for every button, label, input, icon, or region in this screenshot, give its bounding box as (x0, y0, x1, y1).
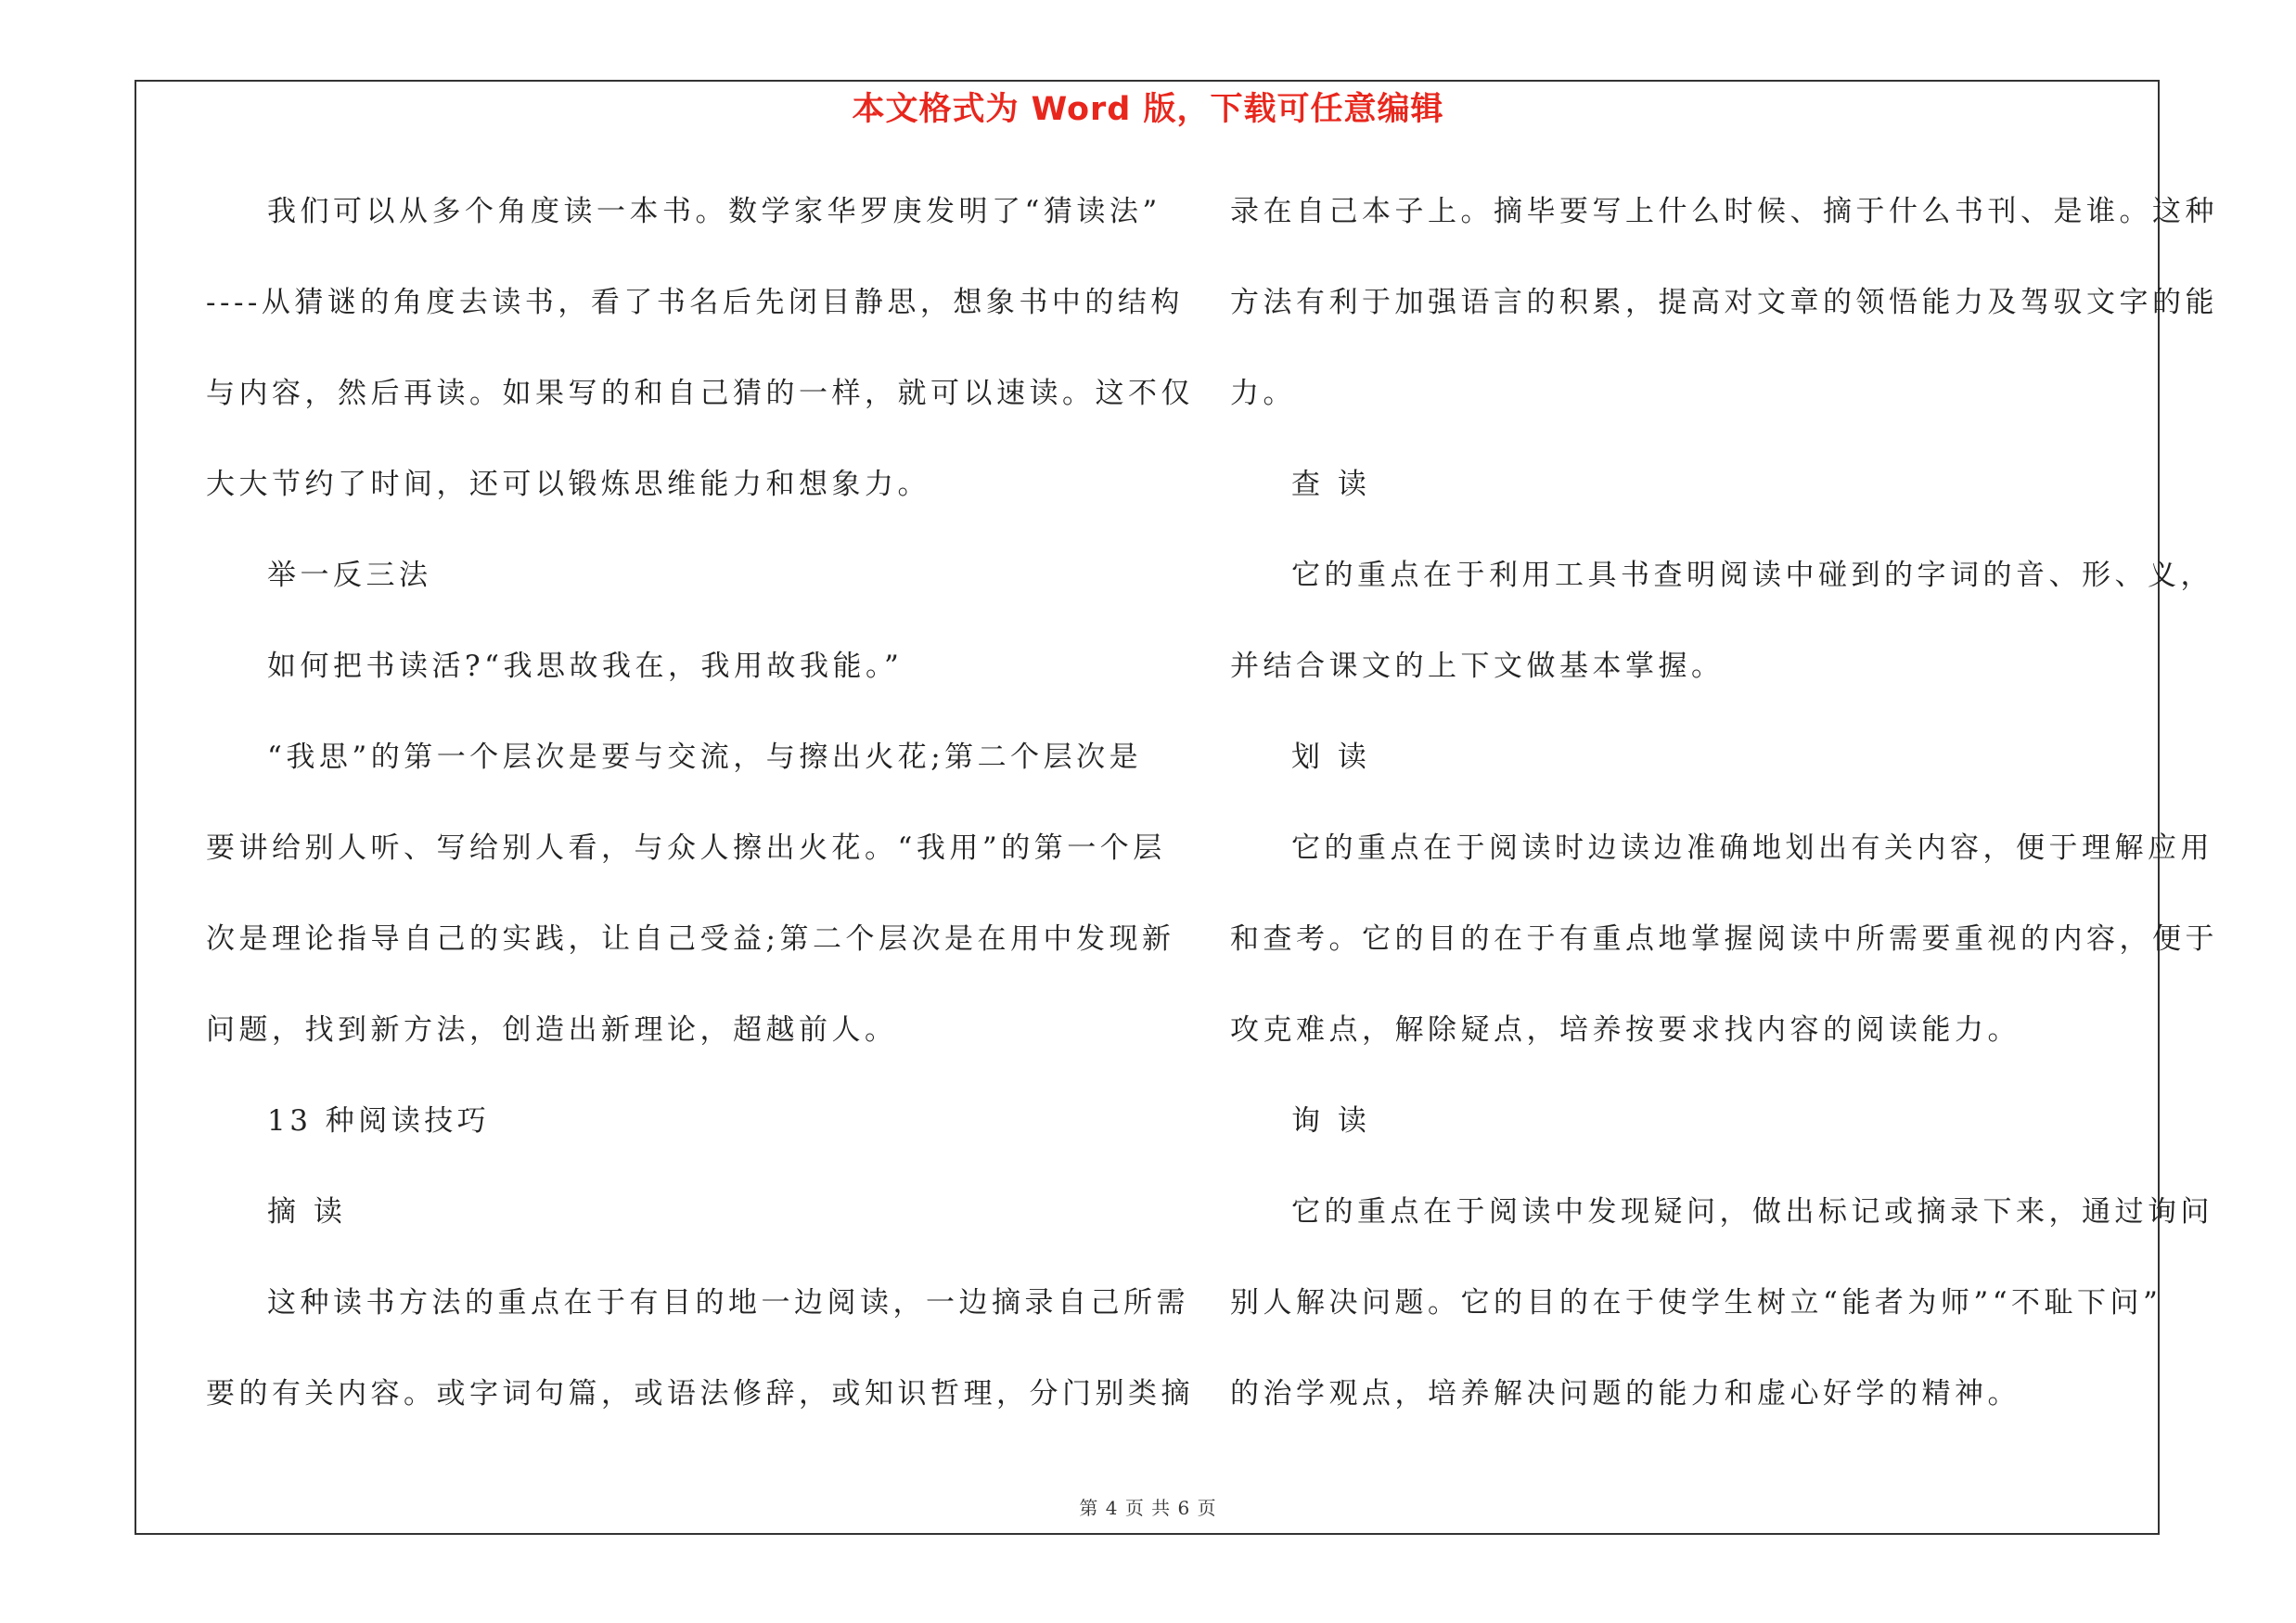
text-line: 和查考。它的目的在于有重点地掌握阅读中所需要重视的内容，便于 (1230, 922, 2218, 956)
text-line: 查 读 (1291, 468, 1371, 501)
word-format-notice: 本文格式为 Word 版，下载可任意编辑 (852, 91, 1444, 128)
text-line: 要的有关内容。或字词句篇，或语法修辞，或知识哲理，分门别类摘 (206, 1377, 1194, 1410)
text-line: 力。 (1230, 377, 1296, 410)
left-column (206, 184, 1194, 1457)
text-line: 问题，找到新方法，创造出新理论，超越前人。 (206, 1013, 898, 1047)
text-line: 次是理论指导自己的实践，让自己受益;第二个层次是在用中发现新 (206, 922, 1175, 956)
text-line: 它的重点在于利用工具书查明阅读中碰到的字词的音、形、义， (1291, 559, 2213, 592)
text-line: 它的重点在于阅读时边读边准确地划出有关内容，便于理解应用 (1291, 831, 2213, 865)
text-line: 我们可以从多个角度读一本书。数学家华罗庚发明了“猜读法” (267, 195, 1161, 228)
text-line: 大大节约了时间，还可以锻炼思维能力和想象力。 (206, 468, 930, 501)
text-line: 划 读 (1291, 741, 1371, 774)
text-line: 并结合课文的上下文做基本掌握。 (1230, 650, 1725, 683)
text-line: 这种读书方法的重点在于有目的地一边阅读，一边摘录自己所需 (267, 1286, 1189, 1320)
page-number: 第 4 页 共 6 页 (1079, 1497, 1217, 1519)
text-line: 别人解决问题。它的目的在于使学生树立“能者为师”“不耻下问” (1230, 1286, 2162, 1320)
text-line: 方法有利于加强语言的积累，提高对文章的领悟能力及驾驭文字的能 (1230, 286, 2218, 319)
text-line: 要讲给别人听、写给别人看，与众人擦出火花。“我用”的第一个层 (206, 831, 1166, 865)
text-line: 询 读 (1291, 1104, 1371, 1138)
right-column (1230, 184, 2218, 1457)
text-line: 举一反三法 (267, 559, 432, 592)
text-line: 摘 读 (267, 1195, 347, 1229)
text-line: 13 种阅读技巧 (267, 1104, 491, 1138)
text-line: “我思”的第一个层次是要与交流，与擦出火花;第二个层次是 (267, 741, 1143, 774)
text-line: 与内容，然后再读。如果写的和自己猜的一样，就可以速读。这不仅 (206, 377, 1194, 410)
text-line: 如何把书读活?“我思故我在，我用故我能。” (267, 650, 904, 683)
text-line: 它的重点在于阅读中发现疑问，做出标记或摘录下来，通过询问 (1291, 1195, 2213, 1229)
text-line: ----从猜谜的角度去读书，看了书名后先闭目静思，想象书中的结构 (206, 286, 1184, 319)
text-line: 攻克难点，解除疑点，培养按要求找内容的阅读能力。 (1230, 1013, 2020, 1047)
text-line: 录在自己本子上。摘毕要写上什么时候、摘于什么书刊、是谁。这种 (1230, 195, 2218, 228)
text-line: 的治学观点，培养解决问题的能力和虚心好学的精神。 (1230, 1377, 2020, 1410)
